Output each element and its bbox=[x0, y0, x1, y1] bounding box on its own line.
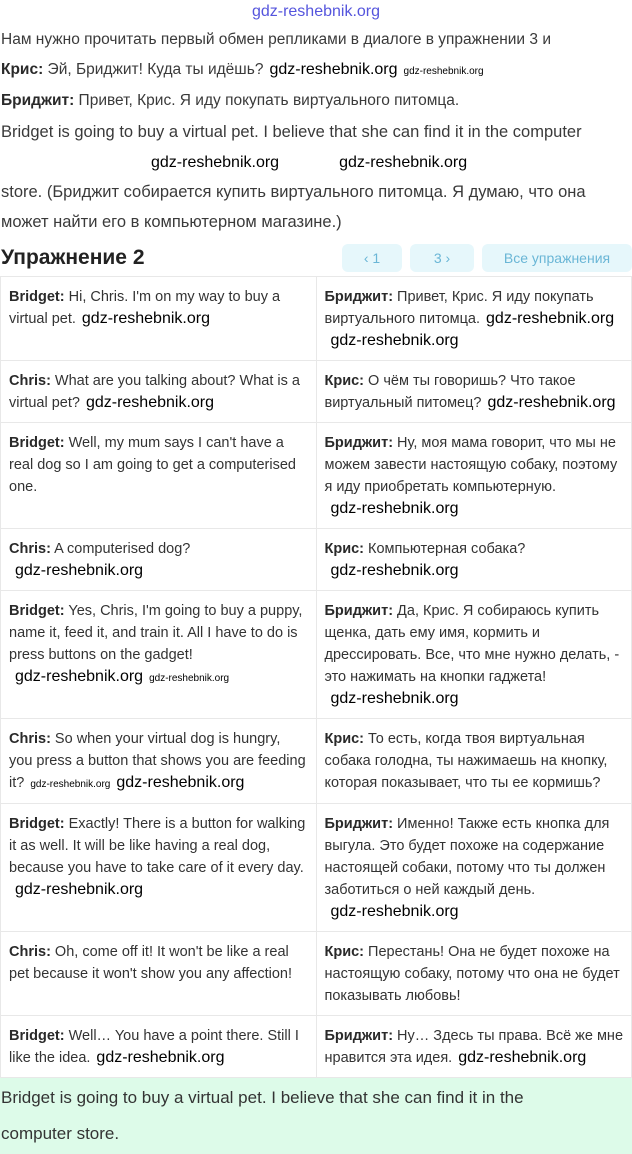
line-text: Exactly! There is a button for walking it as well. It will be like having a real dog, because you have to take care of it every day. bbox=[9, 816, 306, 876]
watermark: gdz-reshebnik.org bbox=[330, 562, 459, 579]
watermark: gdz-reshebnik.org bbox=[330, 332, 459, 349]
line-text: Привет, Крис. Я иду покупать виртуального питомца. bbox=[74, 92, 460, 109]
line-text: Well, my mum says I can't have a real dog so I am going to get a computerised one. bbox=[9, 435, 296, 495]
line-text: Oh, come off it! It won't be like a real pet because it won't show you any affection! bbox=[9, 944, 293, 982]
watermark: gdz-reshebnik.org bbox=[96, 1049, 225, 1066]
speaker: Chris: bbox=[9, 731, 51, 747]
line-text: Hi, Chris. I'm on my way to buy a virtual pet. bbox=[9, 289, 281, 327]
intro-answer-3: может найти его в компьютерном магазине.) bbox=[1, 213, 342, 231]
english-cell bbox=[1, 529, 317, 591]
intro-section bbox=[0, 23, 632, 234]
dialogue-table bbox=[0, 276, 632, 1078]
speaker: Крис: bbox=[324, 731, 365, 747]
speaker: Бриджит: bbox=[324, 816, 394, 832]
intro-answer-wm-line bbox=[1, 150, 631, 174]
line-text: Компьютерная собака? bbox=[364, 541, 526, 557]
watermark: gdz-reshebnik.org bbox=[487, 394, 616, 411]
line-text: Привет, Крис. Я иду покупать виртуального питомца. bbox=[324, 289, 594, 327]
english-cell bbox=[1, 1016, 317, 1078]
watermark: gdz-reshebnik.org bbox=[330, 500, 459, 517]
speaker: Бриджит: bbox=[324, 1028, 394, 1044]
watermark: gdz-reshebnik.org bbox=[403, 66, 484, 77]
speaker: Крис: bbox=[1, 61, 44, 78]
russian-cell bbox=[316, 804, 632, 932]
answer-box bbox=[0, 1078, 632, 1154]
speaker: Крис: bbox=[324, 541, 365, 557]
line-text: Да, Крис. Я собираюсь купить щенка, дать ему имя, кормить и дрессировать. Все, что мне нужно делать, - это нажимать на кнопки гаджета! bbox=[324, 603, 620, 685]
watermark: gdz-reshebnik.org bbox=[330, 903, 459, 920]
exercise-header bbox=[0, 240, 632, 276]
speaker: Bridget: bbox=[9, 1028, 65, 1044]
english-cell bbox=[1, 932, 317, 1016]
watermark: gdz-reshebnik.org bbox=[85, 394, 215, 411]
intro-text: Нам нужно прочитать первый обмен репликами в диалоге в упражнении 3 и bbox=[1, 31, 551, 48]
line-text: A computerised dog? bbox=[50, 541, 191, 557]
answer-line-1: Bridget is going to buy a virtual pet. I believe that she can find it in the bbox=[1, 1088, 524, 1107]
watermark: gdz-reshebnik.org bbox=[149, 673, 230, 684]
speaker: Крис: bbox=[324, 944, 365, 960]
line-text: О чём ты говоришь? Что такое виртуальный питомец? bbox=[324, 373, 576, 411]
russian-cell bbox=[316, 1016, 632, 1078]
speaker: Бриджит: bbox=[1, 92, 75, 109]
russian-cell bbox=[316, 423, 632, 529]
watermark: gdz-reshebnik.org bbox=[30, 779, 111, 790]
table-row bbox=[1, 804, 632, 932]
russian-cell bbox=[316, 277, 632, 361]
line-text: Именно! Также есть кнопка для выгула. Это будет похоже на содержание настоящей собаки, потому что ты должен заботиться о ней каждый день. bbox=[324, 816, 610, 898]
watermark: gdz-reshebnik.org bbox=[486, 310, 615, 327]
next-exercise-button[interactable]: 3 › bbox=[410, 244, 474, 272]
line-text: То есть, когда твоя виртуальная собака голодна, ты нажимаешь на кнопку, которая показывает, что ты ее кормишь? bbox=[324, 731, 608, 791]
watermark: gdz-reshebnik.org bbox=[151, 154, 280, 171]
table-row bbox=[1, 277, 632, 361]
line-text: Ну… Здесь ты права. Всё же мне нравится эта идея. bbox=[324, 1028, 624, 1066]
header-watermark: gdz-reshebnik.org bbox=[251, 3, 381, 20]
exercise-title: Упражнение 2 bbox=[1, 246, 145, 269]
intro-bridget-line bbox=[1, 90, 631, 112]
watermark: gdz-reshebnik.org bbox=[330, 690, 459, 707]
russian-cell bbox=[316, 361, 632, 423]
speaker: Chris: bbox=[9, 944, 51, 960]
speaker: Bridget: bbox=[9, 435, 65, 451]
table-row bbox=[1, 719, 632, 804]
answer-line-2: computer store. bbox=[1, 1124, 120, 1143]
speaker: Бриджит: bbox=[324, 435, 394, 451]
russian-cell bbox=[316, 529, 632, 591]
table-row bbox=[1, 1016, 632, 1078]
english-cell bbox=[1, 591, 317, 719]
watermark: gdz-reshebnik.org bbox=[458, 1049, 587, 1066]
speaker: Chris: bbox=[9, 373, 51, 389]
english-cell bbox=[1, 804, 317, 932]
watermark: gdz-reshebnik.org bbox=[15, 562, 144, 579]
english-cell bbox=[1, 361, 317, 423]
line-text: What are you talking about? What is a virtual pet? bbox=[9, 373, 300, 411]
speaker: Chris: bbox=[9, 541, 51, 557]
table-row bbox=[1, 361, 632, 423]
all-exercises-button[interactable]: Все упражнения bbox=[482, 244, 632, 272]
russian-cell bbox=[316, 591, 632, 719]
watermark: gdz-reshebnik.org bbox=[15, 881, 144, 898]
speaker: Бриджит: bbox=[324, 603, 394, 619]
intro-answer-1: Bridget is going to buy a virtual pet. I believe that she can find it in the computer bbox=[1, 123, 582, 141]
english-cell bbox=[1, 719, 317, 804]
russian-cell bbox=[316, 719, 632, 804]
speaker: Бриджит: bbox=[324, 289, 394, 305]
english-cell bbox=[1, 277, 317, 361]
table-row bbox=[1, 423, 632, 529]
watermark: gdz-reshebnik.org bbox=[269, 61, 398, 78]
line-text: Yes, Chris, I'm going to buy a puppy, name it, feed it, and train it. All I have to do is press buttons on the gadget! bbox=[9, 603, 303, 663]
table-row bbox=[1, 591, 632, 719]
table-row bbox=[1, 529, 632, 591]
line-text: Well… You have a point there. Still I like the idea. bbox=[9, 1028, 299, 1066]
intro-chris-line bbox=[1, 59, 631, 82]
english-cell bbox=[1, 423, 317, 529]
watermark: gdz-reshebnik.org bbox=[15, 668, 144, 685]
speaker: Крис: bbox=[324, 373, 365, 389]
line-text: Ну, моя мама говорит, что мы не можем завести настоящую собаку, поэтому я иду приобретать компьютерную. bbox=[324, 435, 618, 495]
intro-answer-2: store. (Бриджит собирается купить виртуального питомца. Я думаю, что она bbox=[1, 183, 586, 201]
watermark: gdz-reshebnik.org bbox=[116, 774, 245, 791]
line-text: Эй, Бриджит! Куда ты идёшь? bbox=[43, 61, 264, 78]
line-text: So when your virtual dog is hungry, you press a button that shows you are feeding it? bbox=[9, 731, 306, 791]
speaker: Bridget: bbox=[9, 816, 65, 832]
speaker: Bridget: bbox=[9, 289, 65, 305]
watermark: gdz-reshebnik.org bbox=[339, 154, 468, 171]
prev-exercise-button[interactable]: ‹ 1 bbox=[342, 244, 402, 272]
line-text: Перестань! Она не будет похоже на настоящую собаку, потому что она не будет показывать любовь! bbox=[324, 944, 620, 1004]
russian-cell bbox=[316, 932, 632, 1016]
table-row bbox=[1, 932, 632, 1016]
speaker: Bridget: bbox=[9, 603, 65, 619]
watermark: gdz-reshebnik.org bbox=[81, 310, 210, 327]
